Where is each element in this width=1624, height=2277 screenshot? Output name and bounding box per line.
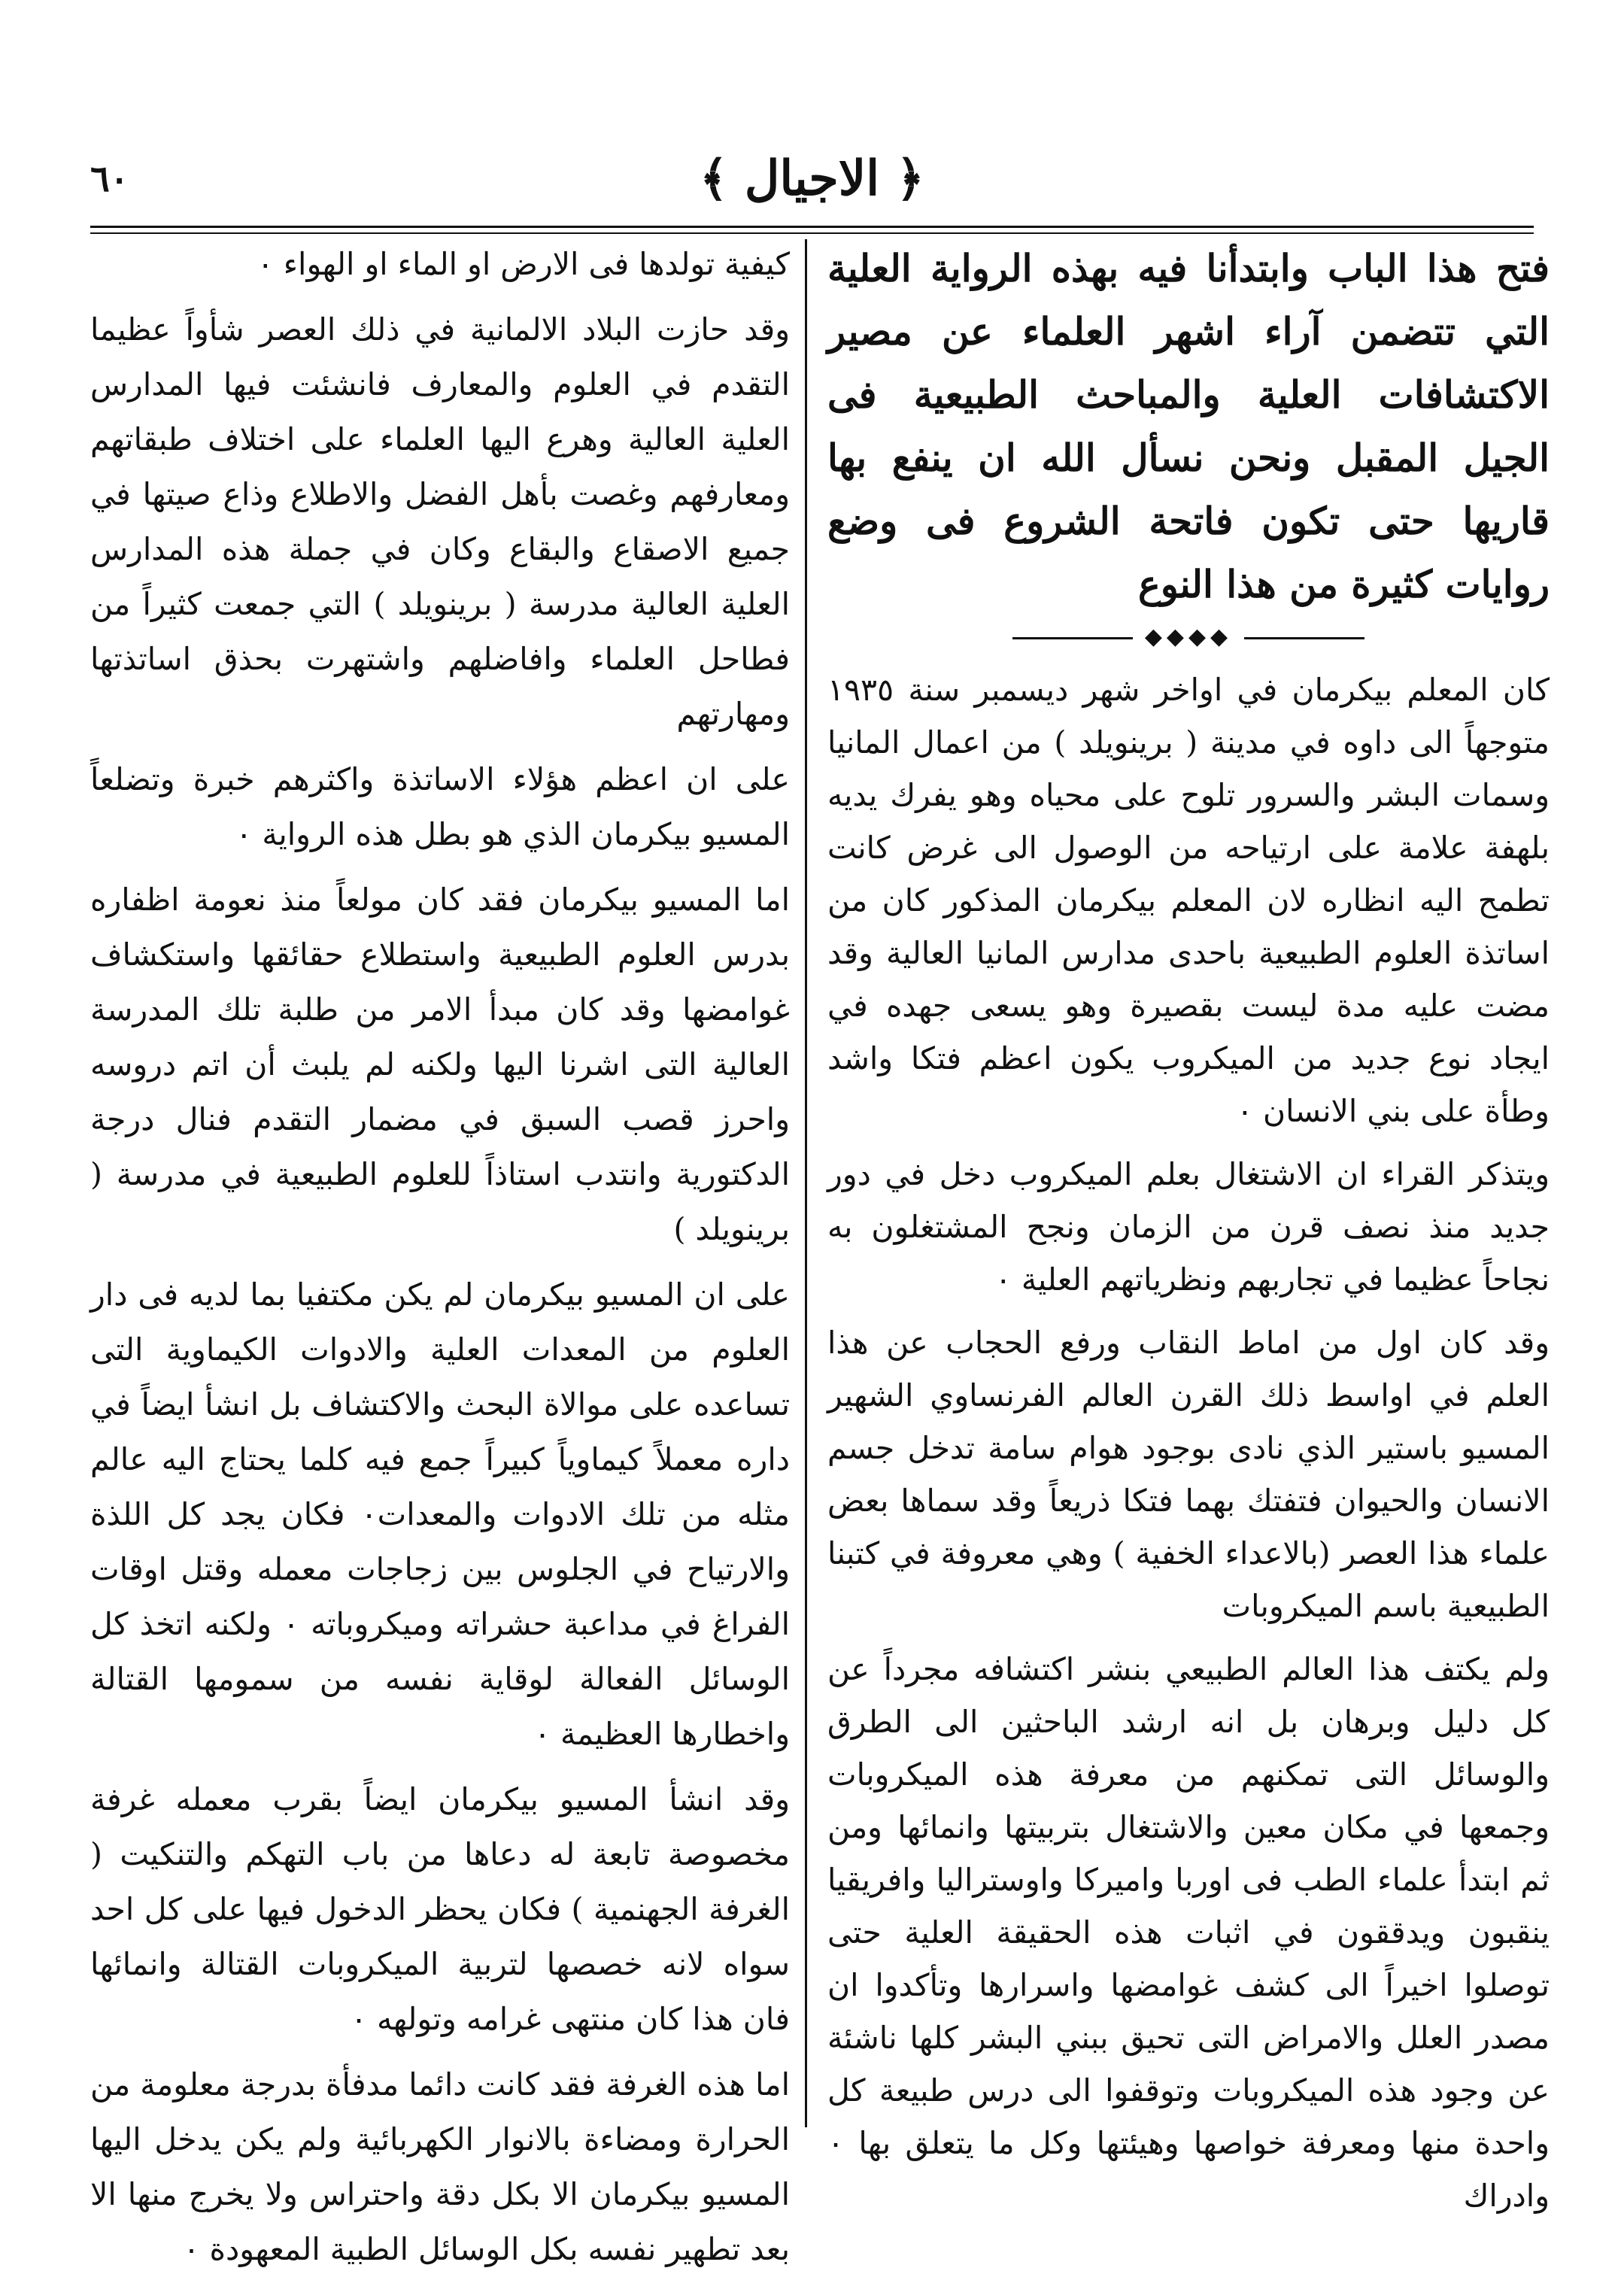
paragraph: على ان المسيو بيكرمان لم يكن مكتفيا بما لديه فى دار العلوم من المعدات العلية والادوات الكيماوية التى تساعده على موالاة البحث والاكتشاف بل انشأ ايضاً في داره معملاً كيماوياً كبيراً جمع فيه كلما يحتاج اليه عالم مثله من تلك الادوات والمعدات٠ فكان يجد كل اللذة والارتياح في الجلوس بين زجاجات معمله وقتل اوقات الفراغ في مداعبة حشراته وميكروباته ٠ ولكنه اتخذ كل الوسائل الفعالة لوقاية نفسه من سمومها القتالة واخطارها العظيمة ٠ <box>90 1277 790 1752</box>
paragraph: على ان اعظم هؤلاء الاساتذة واكثرهم خبرة وتضلعاً المسيو بيكرمان الذي هو بطل هذه الرواية ٠ <box>90 761 790 852</box>
ornament-diamonds: ◆◆◆◆ <box>1144 624 1233 650</box>
paragraph: ولم يكتف هذا العالم الطبيعي بنشر اكتشافه مجرداً عن كل دليل وبرهان بل انه ارشد الباحثين الى الطرق والوسائل التى تمكنهم من معرفة هذه الميكروبات وجمعها في مكان معين والاشتغال بتربيتها وانمائها ومن ثم ابتدأ علماء الطب فى اوربا واميركا واوستراليا وافريقيا ينقبون ويدققون في اثبات هذه الحقيقة العلية حتى توصلوا اخيراً الى كشف غوامضها واسرارها وتأكدوا ان مصدر العلل والامراض التى تحيق ببني البشر كلها ناشئة عن وجود هذه الميكروبات وتوقفوا الى درس طبيعة كل واحدة منها ومعرفة خواصها وهيئتها وكل ما يتعلق بها ٠ وادراك <box>827 1651 1550 2214</box>
paragraph: ويتذكر القراء ان الاشتغال بعلم الميكروب دخل في دور جديد منذ نصف قرن من الزمان ونجح المشتغلون به نجاحاً عظيما في تجاربهم ونظرياتهم العلية ٠ <box>827 1156 1550 1298</box>
section-ornament <box>827 624 1550 650</box>
paragraph: اما هذه الغرفة فقد كانت دائما مدفأة بدرجة معلومة من الحرارة ومضاءة بالانوار الكهربائية ولم يكن يدخل اليها المسيو بيكرمان الا بكل دقة واحتراس ولا يخرج منها الا بعد تطهير نفسه بكل الوسائل الطبية المعهودة ٠ <box>90 2066 790 2267</box>
left-column <box>90 237 790 2267</box>
paragraph: كان المعلم بيكرمان في اواخر شهر ديسمبر سنة ١٩٣٥ متوجهاً الى داوه في مدينة ( برينويلد ) من اعمال المانيا وسمات البشر والسرور تلوح على محياه وهو يفرك يديه بلهفة علامة على ارتياحه من الوصول الى غرض كانت تطمح اليه انظاره لان المعلم بيكرمان المذكور كان من اساتذة العلوم الطبيعية باحدى مدارس المانيا العالية وقد مضت عليه مدة ليست بقصيرة وهو يسعى جهده في ايجاد نوع جديد من الميكروب يكون اعظم فتكا واشد وطأة على بني الانسان ٠ <box>827 672 1550 1129</box>
ornament-line-right <box>1244 637 1364 639</box>
running-title: ﴿ الاجيال ﴾ <box>700 150 924 207</box>
column-divider <box>805 239 807 2127</box>
right-column <box>827 237 1550 2214</box>
paragraph: كيفية تولدها فى الارض او الماء او الهواء ٠ <box>257 246 790 282</box>
intro-paragraph: فتح هذا الباب وابتدأنا فيه بهذه الرواية العلية التي تتضمن آراء اشهر العلماء عن مصير الاكتشافات العلية والمباحث الطبيعية فى الجيل المقبل ونحن نسأل الله ان ينفع بها قاريها حتى تكون فاتحة الشروع فى وضع روايات كثيرة من هذا النوع <box>827 246 1550 606</box>
paragraph: اما المسيو بيكرمان فقد كان مولعاً منذ نعومة اظفاره بدرس العلوم الطبيعية واستطلاع حقائقها واستكشاف غوامضها وقد كان مبدأ الامر من طلبة تلك المدرسة العالية التى اشرنا اليها ولكنه لم يلبث أن اتم دروسه واحرز قصب السبق في مضمار التقدم فنال درجة الدكتورية وانتدب استاذاً للعلوم الطبيعية في مدرسة ( برينويلد ) <box>90 882 790 1247</box>
paragraph: وقد حازت البلاد الالمانية في ذلك العصر شأواً عظيما التقدم في العلوم والمعارف فانشئت فيها المدارس العلية العالية وهرع اليها العلماء على اختلاف طبقاتهم ومعارفهم وغصت بأهل الفضل والاطلاع وذاع صيتها في جميع الاصقاع والبقاع وكان في جملة هذه المدارس العلية العالية مدرسة ( برينويلد ) التي جمعت كثيراً من فطاحل العلماء وافاضلهم واشتهرت بحذق اساتذتها ومهارتهم <box>90 311 790 732</box>
ornament-line-left <box>1012 637 1133 639</box>
page-number: ٦٠ <box>90 158 129 200</box>
header-rule <box>90 226 1534 234</box>
paragraph: وقد انشأ المسيو بيكرمان ايضاً بقرب معمله غرفة مخصوصة تابعة له دعاها من باب التهكم والتنكيت ( الغرفة الجهنمية ) فكان يحظر الدخول فيها على كل احد سواه لانه خصصها لتربية الميكروبات القتالة وانمائها فان هذا كان منتهى غرامه وتولهه ٠ <box>90 1781 790 2037</box>
paragraph: وقد كان اول من اماط النقاب ورفع الحجاب عن هذا العلم في اواسط ذلك القرن العالم الفرنساوي الشهير المسيو باستير الذي نادى بوجود هوام سامة تدخل جسم الانسان والحيوان فتفتك بهما فتكا ذريعاً وقد سماها بعض علماء هذا العصر (بالاعداء الخفية ) وهي معروفة في كتبنا الطبيعية باسم الميكروبات <box>827 1325 1550 1624</box>
